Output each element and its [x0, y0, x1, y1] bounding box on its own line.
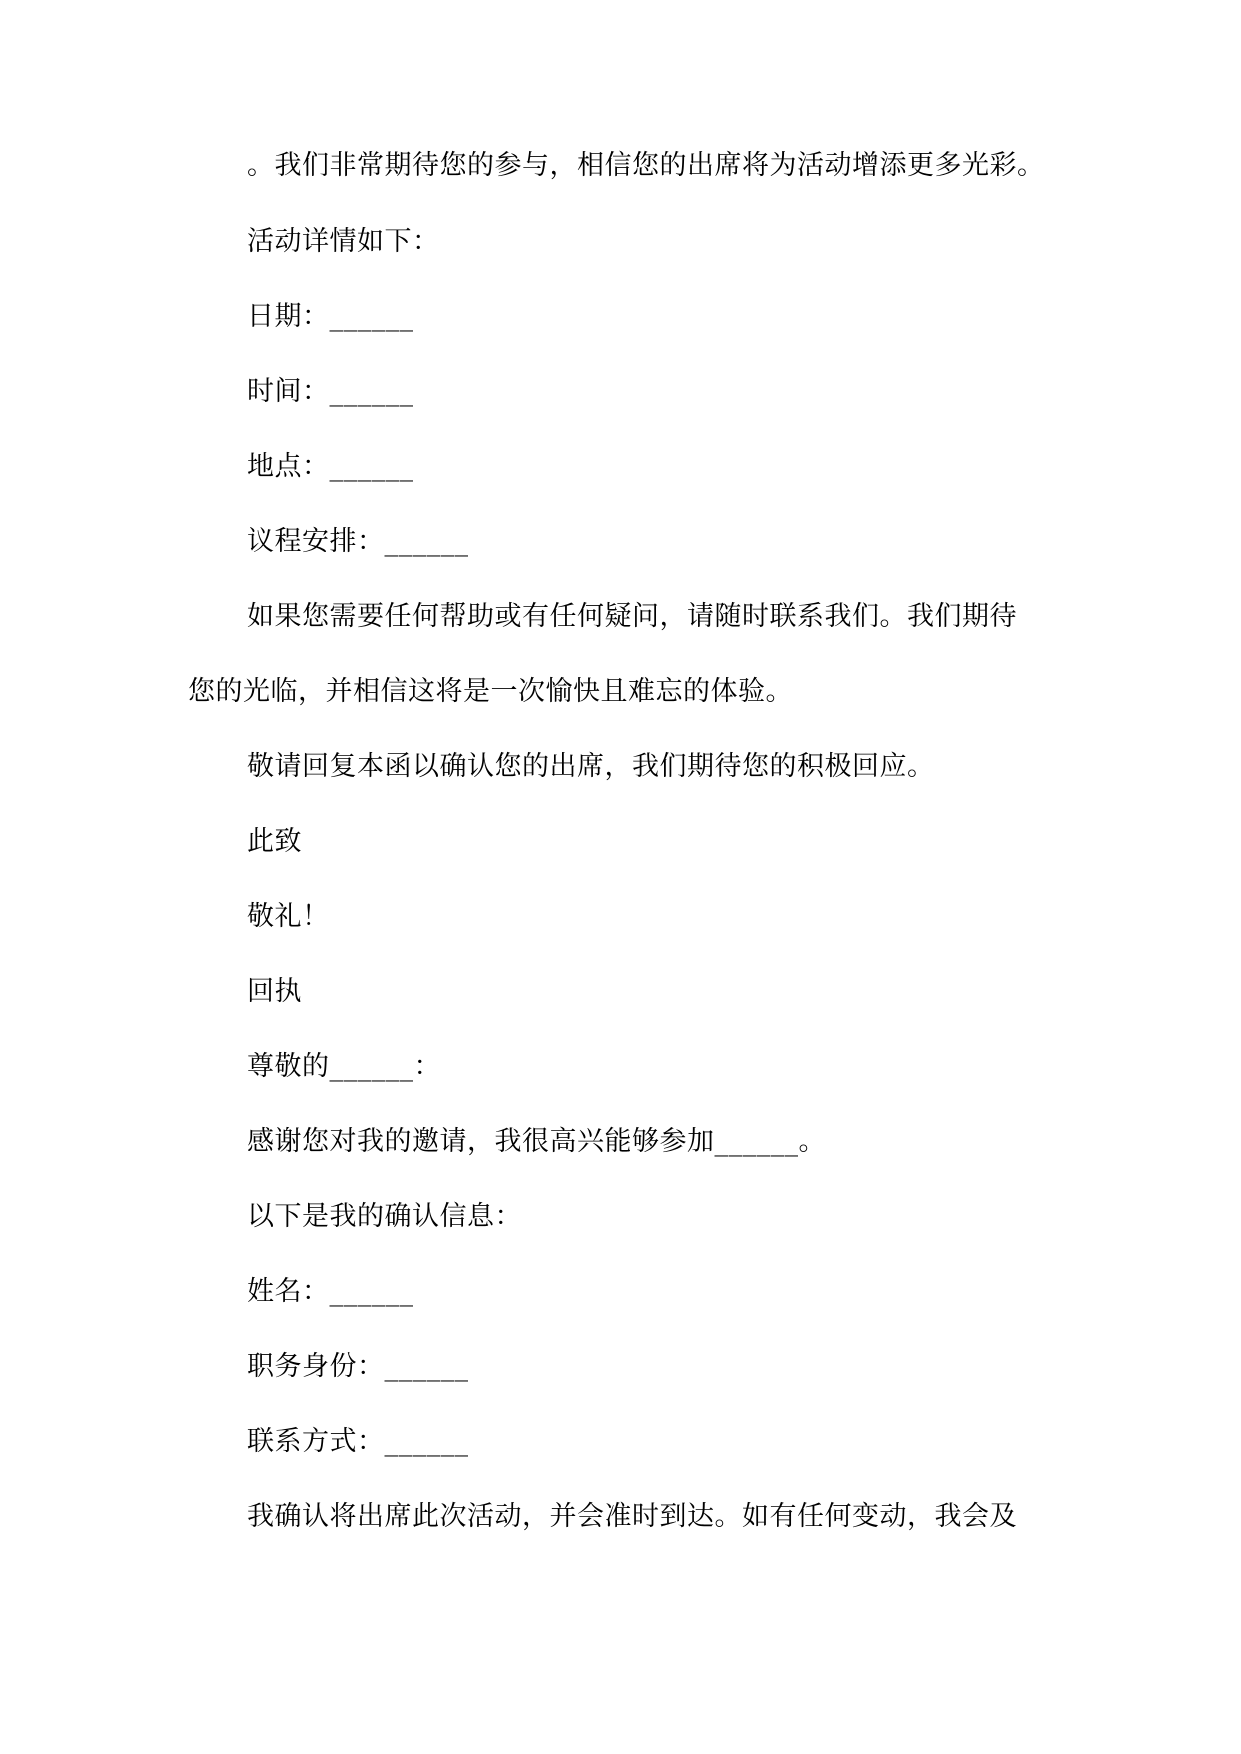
closing-regards: 敬礼！ [247, 901, 330, 932]
agenda-field-line: 议程安排：______ [247, 526, 469, 557]
position-field-line: 职务身份：______ [247, 1351, 469, 1382]
closing-salutation: 此致 [247, 826, 302, 857]
location-field-line: 地点：______ [247, 451, 414, 482]
attendance-confirmation-paragraph: 我确认将出席此次活动，并会准时到达。如有任何变动，我会及 [247, 1501, 1017, 1532]
help-paragraph-line-2: 您的光临，并相信这将是一次愉快且难忘的体验。 [188, 676, 793, 707]
time-field-line: 时间：______ [247, 376, 414, 407]
paragraph-opening-continuation: 。我们非常期待您的参与，相信您的出席将为活动增添更多光彩。 [247, 150, 1045, 181]
date-field-line: 日期：______ [247, 301, 414, 332]
confirmation-info-heading: 以下是我的确认信息： [247, 1201, 522, 1232]
receipt-greeting: 尊敬的______： [247, 1051, 441, 1082]
contact-field-line: 联系方式：______ [247, 1426, 469, 1457]
receipt-thanks-paragraph: 感谢您对我的邀请，我很高兴能够参加______。 [247, 1126, 826, 1157]
help-paragraph-line-1: 如果您需要任何帮助或有任何疑问，请随时联系我们。我们期待 [247, 601, 1017, 632]
reply-request-paragraph: 敬请回复本函以确认您的出席，我们期待您的积极回应。 [247, 751, 935, 782]
receipt-heading: 回执 [247, 976, 302, 1007]
event-details-heading: 活动详情如下： [247, 226, 440, 257]
name-field-line: 姓名：______ [247, 1276, 414, 1307]
